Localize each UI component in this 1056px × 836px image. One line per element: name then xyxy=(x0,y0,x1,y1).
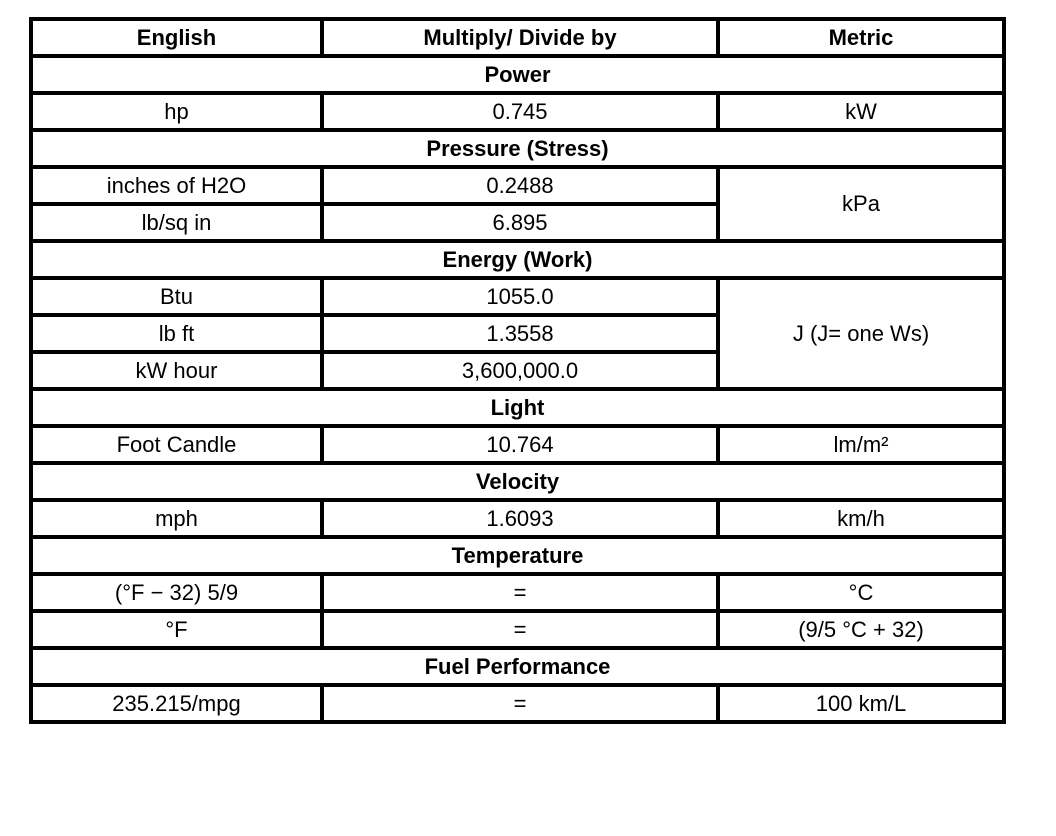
section-row-power xyxy=(31,56,1004,93)
metric-cell: lm/m² xyxy=(718,426,1004,463)
metric-cell: km/h xyxy=(718,500,1004,537)
table-row xyxy=(31,93,1004,130)
header-metric: Metric xyxy=(718,19,1004,56)
table-row xyxy=(31,611,1004,648)
section-row-temperature xyxy=(31,537,1004,574)
section-title-light: Light xyxy=(31,389,1004,426)
section-title-fuel: Fuel Performance xyxy=(31,648,1004,685)
section-title-power: Power xyxy=(31,56,1004,93)
metric-cell: °C xyxy=(718,574,1004,611)
english-cell: lb ft xyxy=(31,315,322,352)
factor-cell: 0.745 xyxy=(322,93,718,130)
english-cell: lb/sq in xyxy=(31,204,322,241)
metric-cell: kW xyxy=(718,93,1004,130)
english-cell: Btu xyxy=(31,278,322,315)
section-row-energy xyxy=(31,241,1004,278)
metric-cell: 100 km/L xyxy=(718,685,1004,722)
english-cell: mph xyxy=(31,500,322,537)
metric-cell: kPa xyxy=(718,167,1004,241)
table-row xyxy=(31,685,1004,722)
factor-cell: = xyxy=(322,574,718,611)
factor-cell: 1055.0 xyxy=(322,278,718,315)
section-row-fuel xyxy=(31,648,1004,685)
header-factor: Multiply/ Divide by xyxy=(322,19,718,56)
table-row xyxy=(31,167,1004,204)
header-english: English xyxy=(31,19,322,56)
english-cell: hp xyxy=(31,93,322,130)
factor-cell: 1.6093 xyxy=(322,500,718,537)
factor-cell: 10.764 xyxy=(322,426,718,463)
factor-cell: 1.3558 xyxy=(322,315,718,352)
section-row-light xyxy=(31,389,1004,426)
factor-cell: 3,600,000.0 xyxy=(322,352,718,389)
section-title-temperature: Temperature xyxy=(31,537,1004,574)
factor-cell: = xyxy=(322,611,718,648)
factor-cell: 6.895 xyxy=(322,204,718,241)
table-row xyxy=(31,426,1004,463)
factor-cell: = xyxy=(322,685,718,722)
metric-cell: (9/5 °C + 32) xyxy=(718,611,1004,648)
section-row-pressure xyxy=(31,130,1004,167)
table-row xyxy=(31,278,1004,315)
section-row-velocity xyxy=(31,463,1004,500)
english-cell: kW hour xyxy=(31,352,322,389)
english-cell: Foot Candle xyxy=(31,426,322,463)
table-row xyxy=(31,500,1004,537)
header-row xyxy=(31,19,1004,56)
english-cell: (°F − 32) 5/9 xyxy=(31,574,322,611)
section-title-pressure: Pressure (Stress) xyxy=(31,130,1004,167)
metric-cell: J (J= one Ws) xyxy=(718,278,1004,389)
table-row xyxy=(31,574,1004,611)
english-cell: inches of H2O xyxy=(31,167,322,204)
conversion-table xyxy=(29,17,1006,724)
english-cell: °F xyxy=(31,611,322,648)
english-cell: 235.215/mpg xyxy=(31,685,322,722)
section-title-velocity: Velocity xyxy=(31,463,1004,500)
section-title-energy: Energy (Work) xyxy=(31,241,1004,278)
factor-cell: 0.2488 xyxy=(322,167,718,204)
